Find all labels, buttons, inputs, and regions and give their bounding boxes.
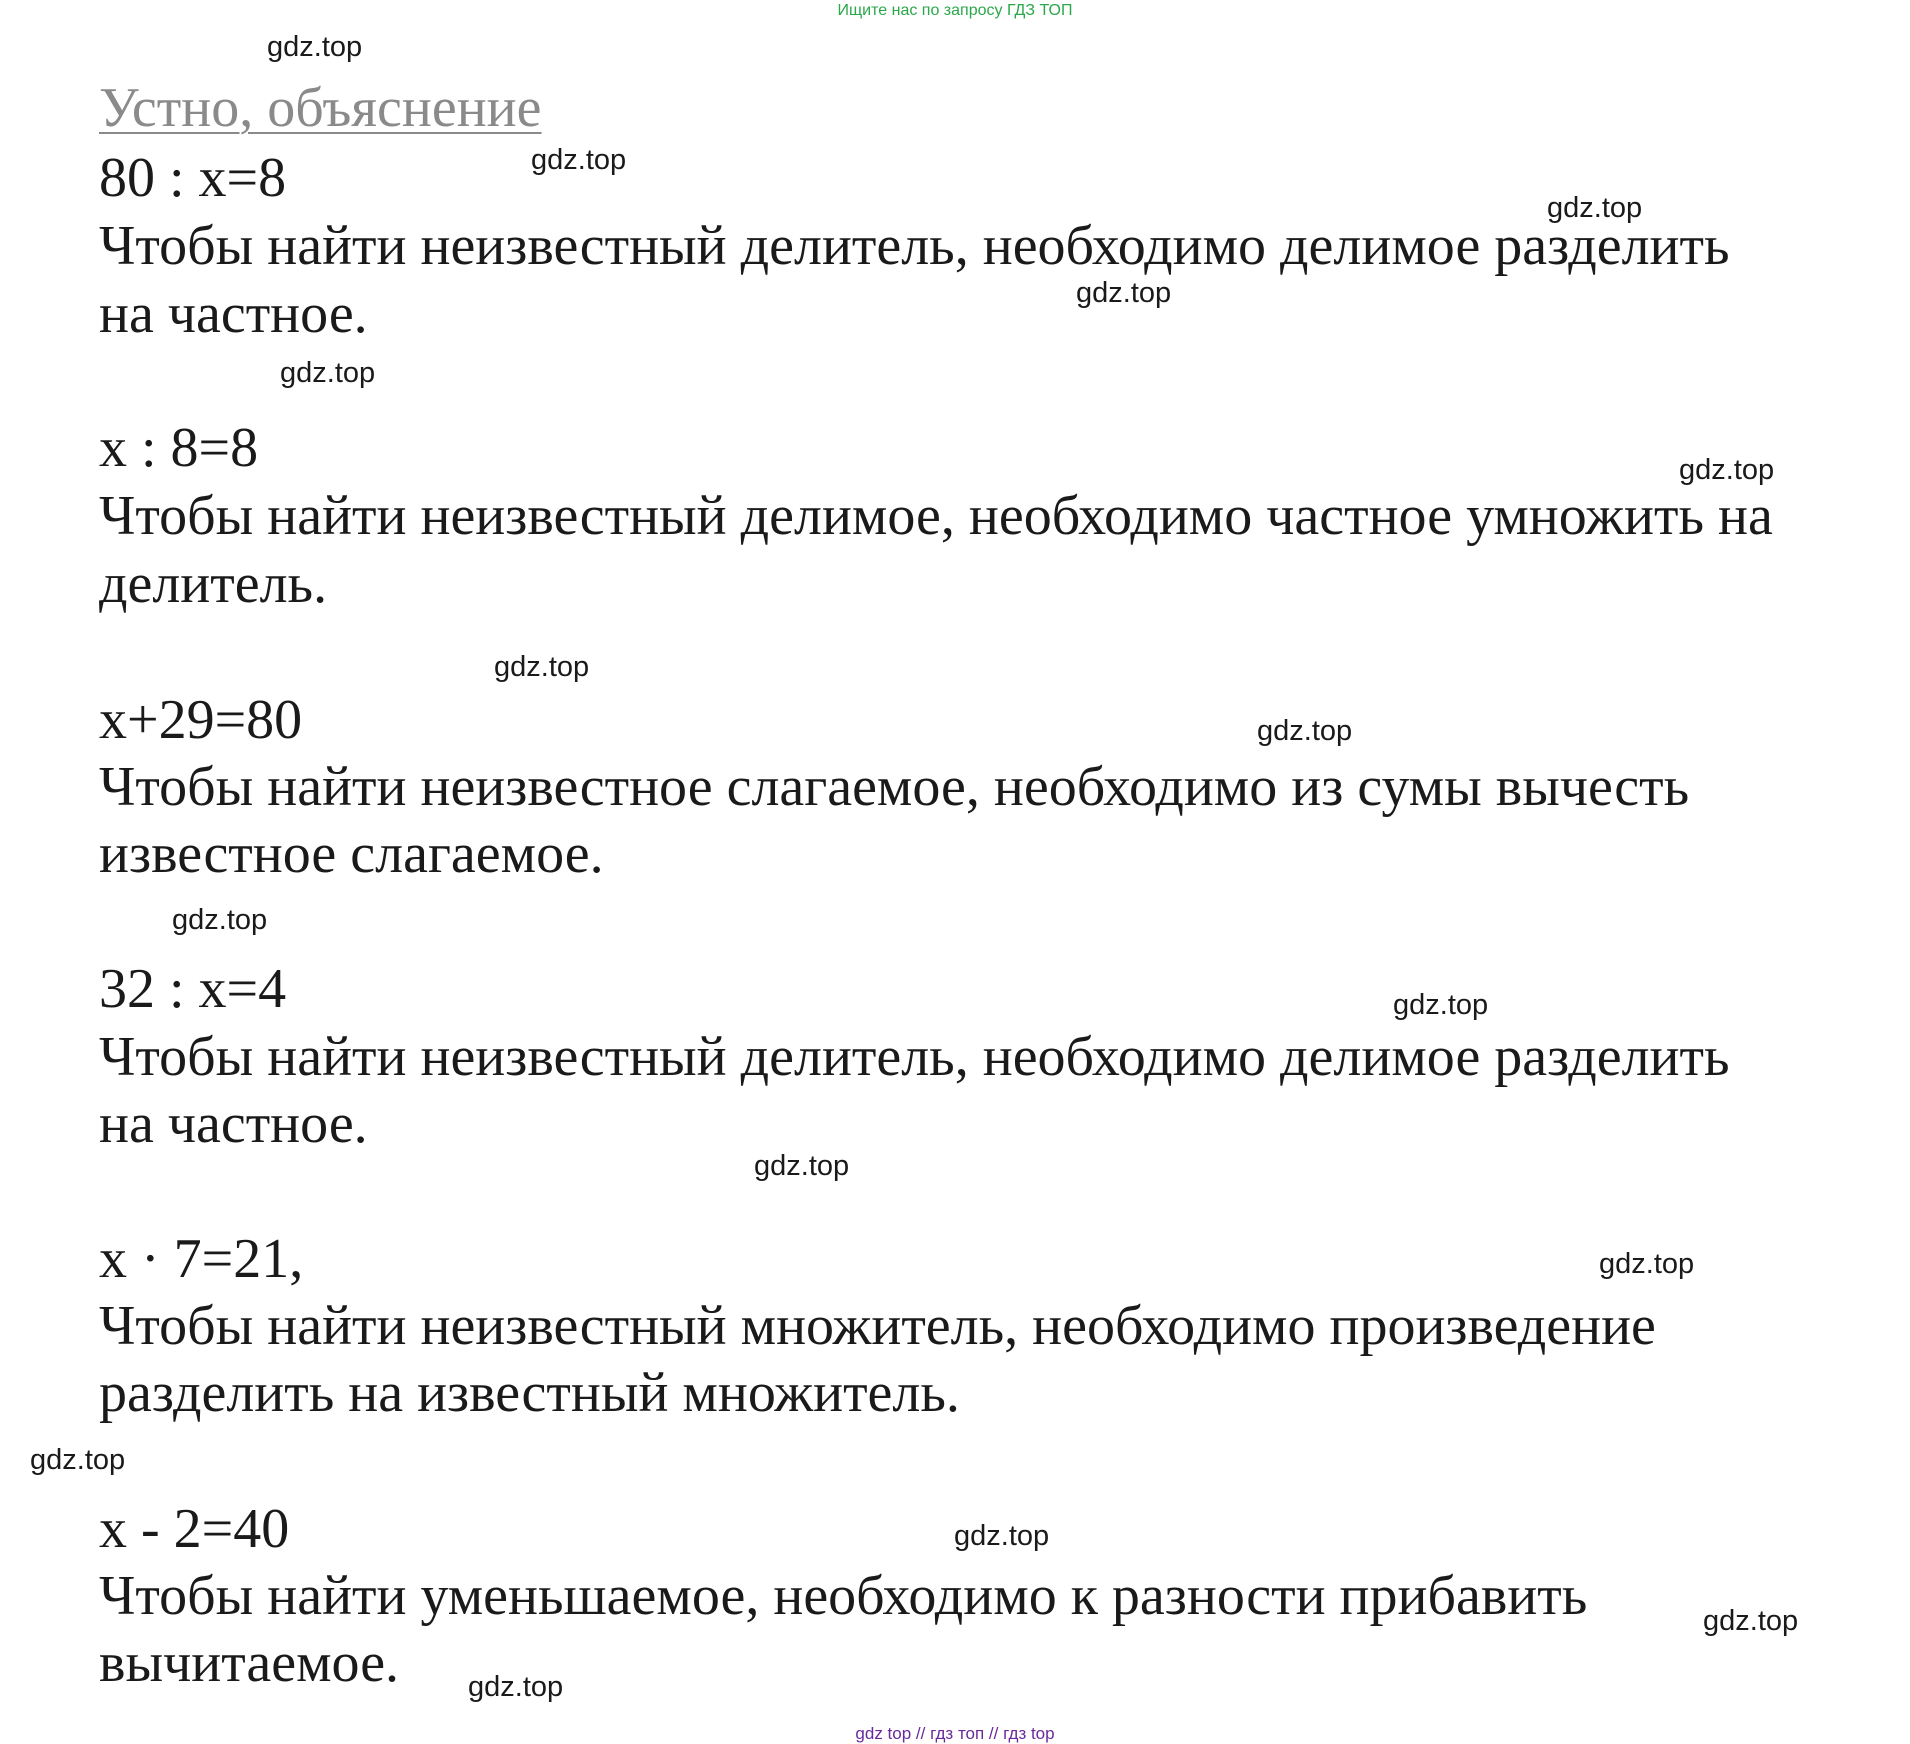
watermark: gdz.top: [1703, 1605, 1799, 1637]
watermark: gdz.top: [1679, 454, 1775, 486]
watermark: gdz.top: [754, 1150, 850, 1182]
top-banner: Ищите нас по запросу ГДЗ ТОП: [837, 2, 1073, 19]
watermark: gdz.top: [172, 904, 268, 936]
equation-6: x - 2=40: [99, 1498, 290, 1560]
explanation-3-line-2: известное слагаемое.: [99, 823, 604, 885]
explanation-2-line-2: делитель.: [99, 553, 328, 615]
watermark: gdz.top: [1599, 1248, 1695, 1280]
explanation-3-line-1: Чтобы найти неизвестное слагаемое, необходимо из сумы вычесть: [99, 756, 1690, 818]
equation-1: 80 : x=8: [99, 147, 287, 209]
explanation-4-line-1: Чтобы найти неизвестный делитель, необходимо делимое разделить: [99, 1026, 1730, 1088]
footer-links: gdz top // гдз топ // гдз top: [855, 1724, 1055, 1743]
equation-3: x+29=80: [99, 689, 303, 751]
watermark: gdz.top: [531, 144, 627, 176]
equation-5: x · 7=21,: [99, 1228, 304, 1290]
watermark: gdz.top: [1547, 192, 1643, 224]
watermark: gdz.top: [468, 1671, 564, 1703]
watermark: gdz.top: [30, 1444, 126, 1476]
explanation-6-line-1: Чтобы найти уменьшаемое, необходимо к разности прибавить: [99, 1565, 1588, 1627]
page-title: Устно, объяснение: [99, 77, 542, 139]
explanation-4-line-2: на частное.: [99, 1093, 368, 1155]
explanation-5-line-2: разделить на известный множитель.: [99, 1362, 960, 1424]
watermark: gdz.top: [1076, 277, 1172, 309]
watermark: gdz.top: [494, 651, 590, 683]
explanation-5-line-1: Чтобы найти неизвестный множитель, необходимо произведение: [99, 1295, 1656, 1357]
watermark: gdz.top: [1257, 715, 1353, 747]
equation-4: 32 : x=4: [99, 958, 287, 1020]
explanation-6-line-2: вычитаемое.: [99, 1632, 400, 1694]
watermark: gdz.top: [954, 1520, 1050, 1552]
watermark: gdz.top: [267, 31, 363, 63]
explanation-1-line-2: на частное.: [99, 283, 368, 345]
watermark: gdz.top: [1393, 989, 1489, 1021]
watermark: gdz.top: [280, 357, 376, 389]
equation-2: x : 8=8: [99, 417, 259, 479]
explanation-2-line-1: Чтобы найти неизвестный делимое, необходимо частное умножить на: [99, 485, 1773, 547]
explanation-1-line-1: Чтобы найти неизвестный делитель, необходимо делимое разделить: [99, 215, 1730, 277]
